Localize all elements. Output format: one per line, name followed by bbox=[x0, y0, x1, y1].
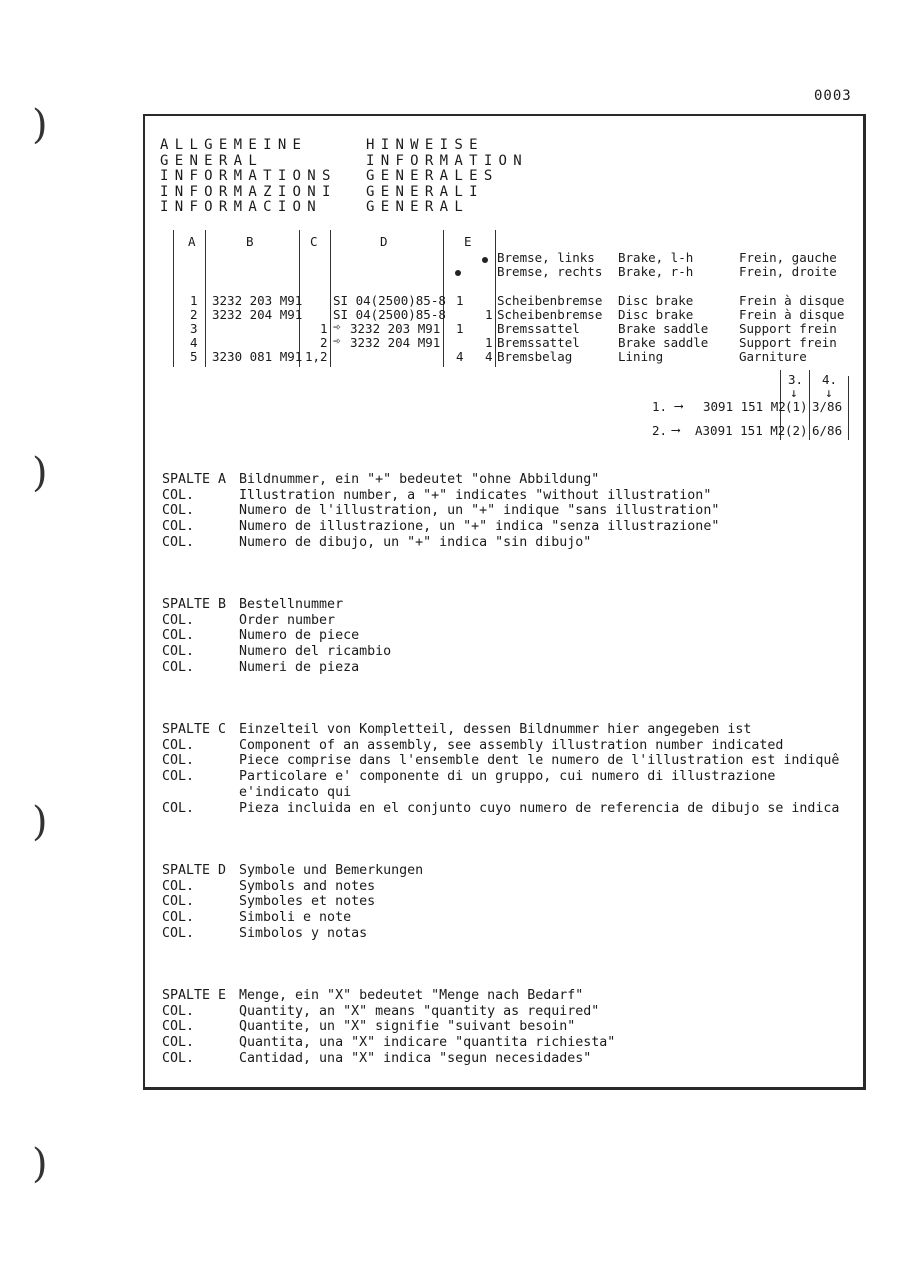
col-header-b: B bbox=[246, 234, 254, 249]
legend-key: SPALTE E bbox=[162, 988, 227, 1003]
cell-a: 4 bbox=[190, 335, 198, 350]
legend-key: COL. bbox=[162, 1035, 195, 1051]
heading-left-1: ALLGEMEINE bbox=[160, 137, 308, 153]
legend-key: COL. bbox=[162, 519, 195, 535]
legend-key: COL. bbox=[162, 894, 195, 910]
col-header-e: E bbox=[464, 234, 472, 249]
legend-key: COL. bbox=[162, 628, 195, 644]
cell-a: 2 bbox=[190, 307, 198, 322]
legend-key: COL. bbox=[162, 644, 195, 660]
replacement-col4-label: 4. bbox=[822, 372, 838, 387]
legend-key: COL. bbox=[162, 1003, 195, 1019]
binder-hole-mark: ) bbox=[32, 1141, 48, 1187]
col-header-d: D bbox=[380, 234, 388, 249]
cell-fr: Support frein bbox=[739, 335, 837, 350]
right-arrow-icon: ⟶ bbox=[675, 398, 683, 413]
legend-text: Quantita, una "X" indicare "quantita richiesta" bbox=[239, 1035, 616, 1051]
replacement-ref: (2) bbox=[785, 423, 808, 438]
cell-en: Lining bbox=[618, 349, 664, 364]
legend-text: Bildnummer, ein "+" bedeutet "ohne Abbildung" bbox=[239, 472, 600, 487]
arrow-icon: ➾ bbox=[333, 320, 341, 335]
table-rule bbox=[173, 230, 174, 367]
down-arrow-icon: ↓ bbox=[790, 385, 798, 400]
legend-text: Numero del ricambio bbox=[239, 644, 392, 660]
legend-key: COL. bbox=[162, 487, 195, 503]
top-row-fr: Frein, gauche bbox=[739, 250, 837, 265]
down-arrow-icon: ↓ bbox=[825, 385, 833, 400]
cell-e2: 4 bbox=[485, 349, 493, 364]
heading-left-2: GENERAL bbox=[160, 152, 264, 169]
legend-text: Numero de dibujo, un "+" indica "sin dibujo" bbox=[239, 534, 592, 550]
right-arrow-icon: ⟶ bbox=[672, 422, 680, 437]
cell-fr: Frein à disque bbox=[739, 307, 845, 322]
heading-right-1: HINWEISE bbox=[366, 137, 484, 153]
legend-key: COL. bbox=[162, 1019, 195, 1035]
legend-key: COL. bbox=[162, 612, 195, 628]
binder-hole-mark: ) bbox=[32, 450, 48, 496]
replacement-date: 6/86 bbox=[812, 423, 843, 438]
legend-text: Numero de piece bbox=[239, 628, 360, 644]
legend-text: Bestellnummer bbox=[239, 597, 344, 612]
binder-hole-mark: ) bbox=[32, 799, 48, 845]
replacement-part: 3091 151 M2 bbox=[703, 399, 786, 414]
cell-de: Scheibenbremse bbox=[497, 293, 603, 308]
legend-key: SPALTE C bbox=[162, 722, 227, 737]
cell-d: SI 04(2500)85-8 bbox=[333, 307, 446, 322]
legend-text: Numero de l'illustration, un "+" indique "sans illustration" bbox=[239, 503, 720, 519]
replacement-ref: (1) bbox=[785, 399, 808, 414]
legend-text: Symbols and notes bbox=[239, 878, 376, 894]
legend-text: Pieza incluida en el conjunto cuyo numero de referencia de dibujo se indica bbox=[239, 800, 840, 816]
cell-de: Scheibenbremse bbox=[497, 307, 603, 322]
table-rule bbox=[205, 230, 206, 367]
heading-right-3: GENERALES bbox=[366, 168, 499, 185]
replacement-num: 1. bbox=[652, 399, 668, 414]
legend-text: e'indicato qui bbox=[239, 784, 352, 800]
replacement-part: A3091 151 M2 bbox=[695, 423, 786, 438]
cell-en: Disc brake bbox=[618, 307, 694, 322]
cell-d: 3232 203 M91 bbox=[350, 321, 441, 336]
legend-key: COL. bbox=[162, 534, 195, 550]
heading-left-4: INFORMAZIONI bbox=[160, 183, 337, 200]
cell-en: Disc brake bbox=[618, 293, 694, 308]
bullet-icon bbox=[455, 270, 461, 276]
cell-e1: 1 bbox=[456, 321, 464, 336]
cell-e1: 4 bbox=[456, 349, 464, 364]
legend-key: COL. bbox=[162, 753, 195, 769]
replacement-rule bbox=[848, 376, 849, 440]
legend-text: Illustration number, a "+" indicates "without illustration" bbox=[239, 487, 712, 503]
legend-key: SPALTE A bbox=[162, 472, 227, 487]
top-row-fr: Frein, droite bbox=[739, 264, 837, 279]
legend-text: Piece comprise dans l'ensemble dent le numero de l'illustration est indiquê bbox=[239, 753, 840, 769]
heading-right-2: INFORMATION bbox=[366, 152, 529, 169]
legend-text: Menge, ein "X" bedeutet "Menge nach Bedarf" bbox=[239, 988, 584, 1003]
legend-key: COL. bbox=[162, 925, 195, 941]
cell-e1: 1 bbox=[456, 293, 464, 308]
cell-en: Brake saddle bbox=[618, 321, 709, 336]
legend-key: COL. bbox=[162, 659, 195, 675]
cell-c: 2 bbox=[320, 335, 328, 350]
legend-key: COL. bbox=[162, 910, 195, 926]
cell-a: 1 bbox=[190, 293, 198, 308]
legend-text: Particolare e' componente di un gruppo, cui numero di illustrazione bbox=[239, 769, 776, 785]
replacement-num: 2. bbox=[652, 423, 668, 438]
legend-text: Einzelteil von Kompletteil, dessen Bildnummer hier angegeben ist bbox=[239, 722, 752, 737]
legend-text: Numero de illustrazione, un "+" indica "senza illustrazione" bbox=[239, 519, 720, 535]
cell-b: 3232 203 M91 bbox=[212, 293, 303, 308]
arrow-icon: ➾ bbox=[333, 334, 341, 349]
legend-text: Simboli e note bbox=[239, 910, 352, 926]
heading-left-3: INFORMATIONS bbox=[160, 168, 337, 185]
legend-text: Cantidad, una "X" indica "segun necesidades" bbox=[239, 1050, 592, 1066]
legend-text: Numeri de pieza bbox=[239, 659, 360, 675]
legend-key: COL. bbox=[162, 800, 195, 816]
cell-a: 3 bbox=[190, 321, 198, 336]
heading-right-4: GENERALI bbox=[366, 183, 484, 200]
legend-text: Order number bbox=[239, 612, 336, 628]
legend-text: Symboles et notes bbox=[239, 894, 376, 910]
legend-text: Component of an assembly, see assembly illustration number indicated bbox=[239, 737, 784, 753]
cell-fr: Frein à disque bbox=[739, 293, 845, 308]
top-row-de: Bremse, rechts bbox=[497, 264, 603, 279]
table-rule bbox=[330, 230, 331, 367]
table-rule bbox=[495, 230, 496, 367]
binder-hole-mark: ) bbox=[32, 102, 48, 148]
cell-e2: 1 bbox=[485, 307, 493, 322]
cell-a: 5 bbox=[190, 349, 198, 364]
legend-key: SPALTE D bbox=[162, 863, 227, 878]
cell-en: Brake saddle bbox=[618, 335, 709, 350]
bullet-icon bbox=[482, 257, 488, 263]
legend-text: Symbole und Bemerkungen bbox=[239, 863, 424, 878]
legend-key: COL. bbox=[162, 737, 195, 753]
cell-de: Bremsbelag bbox=[497, 349, 573, 364]
legend-key: COL. bbox=[162, 503, 195, 519]
legend-key: COL. bbox=[162, 1050, 195, 1066]
cell-fr: Support frein bbox=[739, 321, 837, 336]
heading-right-5: GENERAL bbox=[366, 199, 470, 216]
replacement-rule bbox=[809, 370, 810, 440]
legend-text: Quantite, un "X" signifie "suivant besoin" bbox=[239, 1019, 576, 1035]
replacement-col3-label: 3. bbox=[788, 372, 804, 387]
legend-key: COL. bbox=[162, 769, 195, 785]
cell-de: Bremssattel bbox=[497, 321, 580, 336]
cell-b: 3232 204 M91 bbox=[212, 307, 303, 322]
cell-fr: Garniture bbox=[739, 349, 807, 364]
top-row-de: Bremse, links bbox=[497, 250, 595, 265]
cell-c: 1 bbox=[320, 321, 328, 336]
legend-text: Quantity, an "X" means "quantity as required" bbox=[239, 1003, 600, 1019]
cell-de: Bremssattel bbox=[497, 335, 580, 350]
top-row-en: Brake, l-h bbox=[618, 250, 694, 265]
top-row-en: Brake, r-h bbox=[618, 264, 694, 279]
cell-e2: 1 bbox=[485, 335, 493, 350]
cell-d: 3232 204 M91 bbox=[350, 335, 441, 350]
col-header-c: C bbox=[310, 234, 318, 249]
legend-key: SPALTE B bbox=[162, 597, 227, 612]
legend-text: Simbolos y notas bbox=[239, 925, 368, 941]
col-header-a: A bbox=[188, 234, 196, 249]
replacement-date: 3/86 bbox=[812, 399, 843, 414]
heading-left-5: INFORMACION bbox=[160, 199, 323, 216]
cell-b: 3230 081 M91 bbox=[212, 349, 303, 364]
cell-d: SI 04(2500)85-8 bbox=[333, 293, 446, 308]
page-number: 0003 bbox=[814, 88, 852, 104]
cell-c: 1,2 bbox=[305, 349, 328, 364]
legend-key: COL. bbox=[162, 878, 195, 894]
